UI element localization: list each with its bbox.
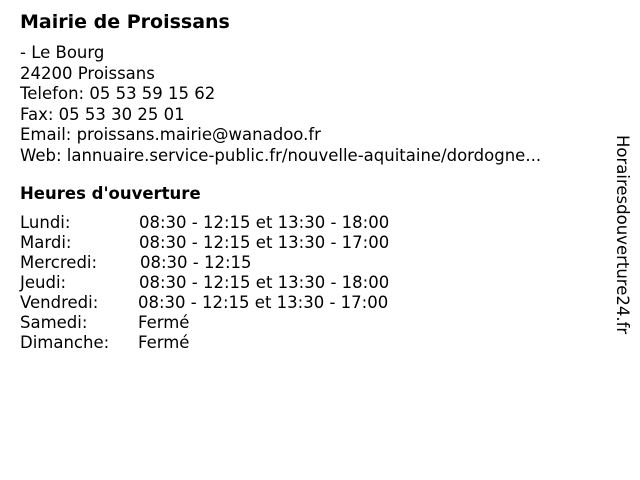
street-line: - Le Bourg bbox=[20, 43, 105, 62]
hours-heading: Heures d'ouverture bbox=[20, 184, 201, 203]
day-label: Lundi: bbox=[20, 213, 71, 232]
day-label: Jeudi: bbox=[20, 273, 67, 292]
day-label: Samedi: bbox=[20, 313, 88, 332]
page-title: Mairie de Proissans bbox=[20, 11, 230, 33]
brand-watermark: Horairesdouverture24.fr bbox=[613, 135, 632, 335]
day-hours: Fermé bbox=[138, 333, 190, 352]
email-line: Email: proissans.mairie@wanadoo.fr bbox=[20, 125, 321, 144]
address-block bbox=[20, 43, 541, 166]
fax-line: Fax: 05 53 30 25 01 bbox=[20, 104, 185, 124]
day-label: Dimanche: bbox=[20, 333, 110, 352]
day-hours: Fermé bbox=[138, 313, 190, 332]
phone-line: Telefon: 05 53 59 15 62 bbox=[20, 84, 216, 103]
day-label: Vendredi: bbox=[20, 293, 99, 312]
day-hours: 08:30 - 12:15 et 13:30 - 17:00 bbox=[138, 293, 389, 312]
day-hours: 08:30 - 12:15 et 13:30 - 17:00 bbox=[139, 233, 390, 252]
day-hours: 08:30 - 12:15 et 13:30 - 18:00 bbox=[139, 213, 390, 232]
day-label: Mardi: bbox=[20, 233, 72, 252]
day-label: Mercredi: bbox=[20, 253, 98, 272]
day-hours: 08:30 - 12:15 et 13:30 - 18:00 bbox=[139, 273, 390, 292]
day-hours: 08:30 - 12:15 bbox=[140, 253, 252, 272]
city-line: 24200 Proissans bbox=[20, 63, 155, 83]
web-line: Web: lannuaire.service-public.fr/nouvelle-aquitaine/dordogne... bbox=[20, 145, 542, 165]
